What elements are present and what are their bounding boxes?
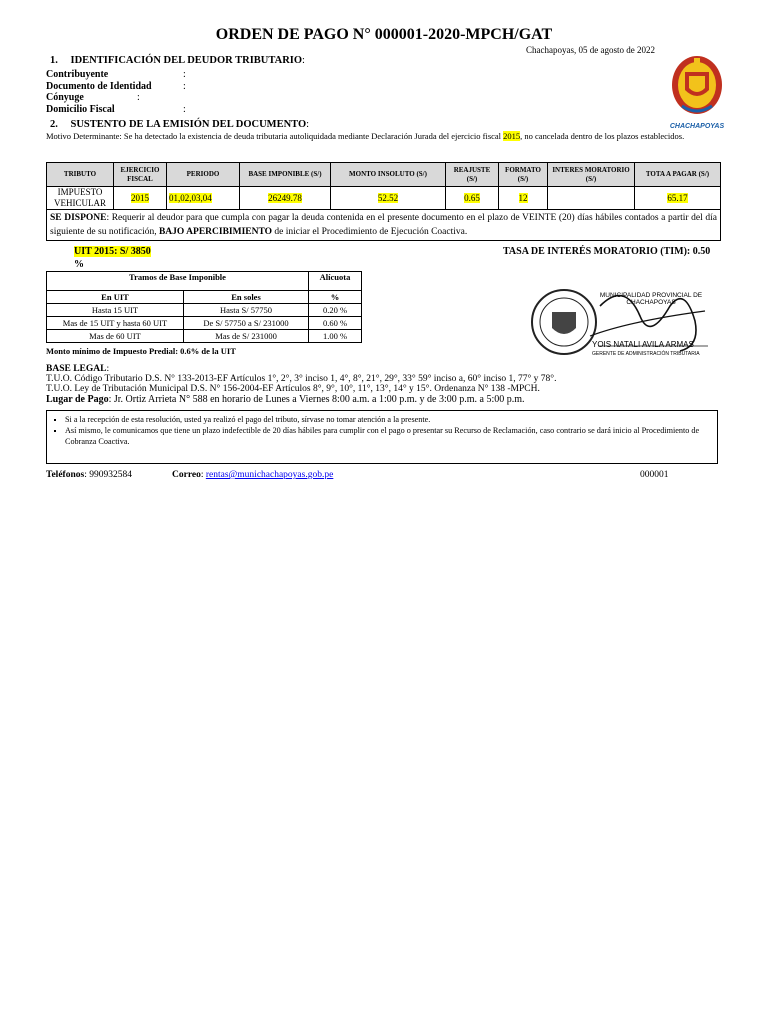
- debt-table-header: [47, 163, 721, 187]
- cell-base: 26249.78: [268, 192, 302, 203]
- uit-value: UIT 2015: S/ 3850: [74, 246, 151, 257]
- document-code: 000001: [640, 470, 669, 480]
- list-item: ▪ Así mismo, le comunicamos que tiene un plazo indefectible de 20 días hábiles para cumplir con el pago o presentar su Recurso de Reclamación, caso contrario se dará inicio al Procedimiento de Cobranza Coactiva.: [65, 425, 717, 447]
- col-formato: FORMATO (S/): [499, 163, 548, 187]
- stamp-text: MUNICIPALIDAD PROVINCIAL DE CHACHAPOYAS: [599, 292, 703, 306]
- col-reajuste: REAJUSTE (S/): [446, 163, 499, 187]
- section-1-title: IDENTIFICACIÓN DEL DEUDOR TRIBUTARIO: [70, 55, 303, 66]
- col-ejercicio: EJERCICIO FISCAL: [114, 163, 167, 187]
- section-2-heading: 2. SUSTENTO DE LA EMISIÓN DEL DOCUMENTO:: [50, 119, 310, 130]
- legal-basis: BASE LEGAL: T.U.O. Código Tributario D.S. N° 133-2013-EF Artículos 1°, 2°, 3° inciso 1, 4°, 8°, 21°, 29°, 33° 59° inciso a, 60° inciso 1, 77° y 78°. T.U.O. Ley de Tributación Municipal D.S. N° 156-2004-EF Artículos 8°, 9°, 10°, 11°, 13°, 14° y 15°. Ordenanza N° 138 -MPCH. Lugar de Pago: Jr. Ortiz Arrieta N° 588 en horario de Lunes a Viernes 8:00 a.m. a 1:00 p.m. y de 3:00 p.m. a 5:00 p.m.: [46, 364, 726, 405]
- legal-line-1: T.U.O. Código Tributario D.S. N° 133-2013-EF Artículos 1°, 2°, 3° inciso 1, 4°, 8°, 21°, 29°, 33° 59° inciso a, 60° inciso 1, 77° y 78°.: [46, 374, 557, 384]
- tramos-table: [46, 271, 362, 343]
- table-row: [47, 187, 721, 210]
- field-contribuyente: Contribuyente: [46, 69, 109, 80]
- alicuota-header: Alícuota: [309, 272, 362, 291]
- cell-periodo: 01,02,03,04: [169, 192, 212, 203]
- footer-phone: Teléfonos: 990932584: [46, 470, 132, 480]
- legal-title: BASE LEGAL: [46, 364, 107, 374]
- logo-caption: CHACHAPOYAS: [669, 123, 725, 130]
- monto-minimo: Monto mínimo de Impuesto Predial: 0.6% de la UIT: [46, 346, 236, 356]
- cell-monto: 52.52: [377, 192, 399, 203]
- col-tributo: TRIBUTO: [47, 163, 114, 187]
- table-row: Hasta 15 UIT Hasta S/ 57750 0.20 %: [47, 304, 362, 317]
- cell-ejercicio: 2015: [131, 192, 149, 203]
- signer-name: YOIS NATALI AVILA ARMAS: [592, 340, 694, 349]
- fiscal-year: 2015: [503, 131, 521, 141]
- pct-header: %: [309, 291, 362, 304]
- footer-email: Correo: rentas@munichachapoyas.gob.pe: [172, 470, 334, 480]
- section-1-heading: 1. IDENTIFICACIÓN DEL DEUDOR TRIBUTARIO:: [50, 55, 305, 66]
- legal-line-2: T.U.O. Ley de Tributación Municipal D.S. N° 156-2004-EF Artículos 8°, 9°, 10°, 11°, 13°, 14° y 15°. Ordenanza N° 138 -MPCH.: [46, 384, 540, 394]
- email-link[interactable]: rentas@munichachapoyas.gob.pe: [205, 470, 334, 480]
- debt-table: [46, 162, 721, 241]
- cell-formato: 12: [518, 192, 528, 203]
- cell-total: 65.17: [667, 192, 688, 203]
- municipality-logo: [668, 54, 726, 130]
- lugar-pago: : Jr. Ortiz Arrieta N° 588 en horario de Lunes a Viernes 8:00 a.m. a 1:00 p.m. y de 3:00 p.m. a 5:00 p.m.: [108, 394, 525, 405]
- phone-number: : 990932584: [84, 470, 132, 480]
- tim-rate: TASA DE INTERÉS MORATORIO (TIM): 0.50: [503, 246, 711, 257]
- col-monto: MONTO INSOLUTO (S/): [331, 163, 446, 187]
- col-interes: INTERES MORATORIO (S/): [548, 163, 635, 187]
- uit-percent: %: [74, 259, 84, 270]
- issue-date: Chachapoyas, 05 de agosto de 2022: [526, 45, 655, 55]
- signer-role: GERENTE DE ADMINISTRACIÓN TRIBUTARIA: [592, 351, 700, 357]
- dispone-row: SE DISPONE: Requerir al deudor para que cumpla con pagar la deuda contenida en el presente documento en el plazo de VEINTE (20) días hábiles contados a partir del día siguiente de su notificación, BAJO APERCIBIMIENTO de iniciar el Procedimiento de Ejecución Coactiva.: [47, 210, 721, 241]
- list-item: ▪ Si a la recepción de esta resolución, usted ya realizó el pago del tributo, sírvase no tomar atención a la presente.: [65, 414, 717, 425]
- lugar-pago-label: Lugar de Pago: [46, 394, 109, 405]
- col-periodo: PERIODO: [167, 163, 240, 187]
- page-title: ORDEN DE PAGO N° 000001-2020-MPCH/GAT: [215, 26, 553, 43]
- notes-box: [46, 410, 718, 464]
- dispone-label: SE DISPONE: [50, 213, 107, 223]
- cell-interes: [548, 187, 635, 210]
- cell-tributo: IMPUESTO VEHICULAR: [47, 187, 114, 210]
- motivo-determinante: Motivo Determinante: Se ha detectado la existencia de deuda tributaria autoliquidada mediante Declaración Jurada del ejercicio fiscal 2015, no cancelada dentro de los plazos establecidos.: [46, 131, 685, 141]
- col-base: BASE IMPONIBLE (S/): [240, 163, 331, 187]
- field-conyuge: Cónyuge: [46, 92, 84, 103]
- official-stamp-icon: [530, 266, 720, 378]
- debtor-fields: Contribuyente : Documento de Identidad : Cónyuge : Domicilio Fiscal :: [46, 69, 186, 115]
- field-documento: Documento de Identidad: [46, 80, 152, 92]
- signature-block: [530, 266, 720, 378]
- field-domicilio: Domicilio Fiscal: [46, 103, 115, 115]
- table-row: Mas de 15 UIT y hasta 60 UIT De S/ 57750 a S/ 231000 0.60 %: [47, 317, 362, 330]
- section-2-title: SUSTENTO DE LA EMISIÓN DEL DOCUMENTO: [70, 119, 307, 130]
- col-total: TOTA A PAGAR (S/): [635, 163, 721, 187]
- table-row: Mas de 60 UIT Mas de S/ 231000 1.00 %: [47, 330, 362, 343]
- tramos-header: Tramos de Base Imponible: [47, 272, 309, 291]
- cell-reajuste: 0.65: [464, 192, 480, 203]
- apercibimiento: BAJO APERCIBIMIENTO: [158, 227, 273, 237]
- en-soles-header: En soles: [184, 291, 309, 304]
- en-uit-header: En UIT: [47, 291, 184, 304]
